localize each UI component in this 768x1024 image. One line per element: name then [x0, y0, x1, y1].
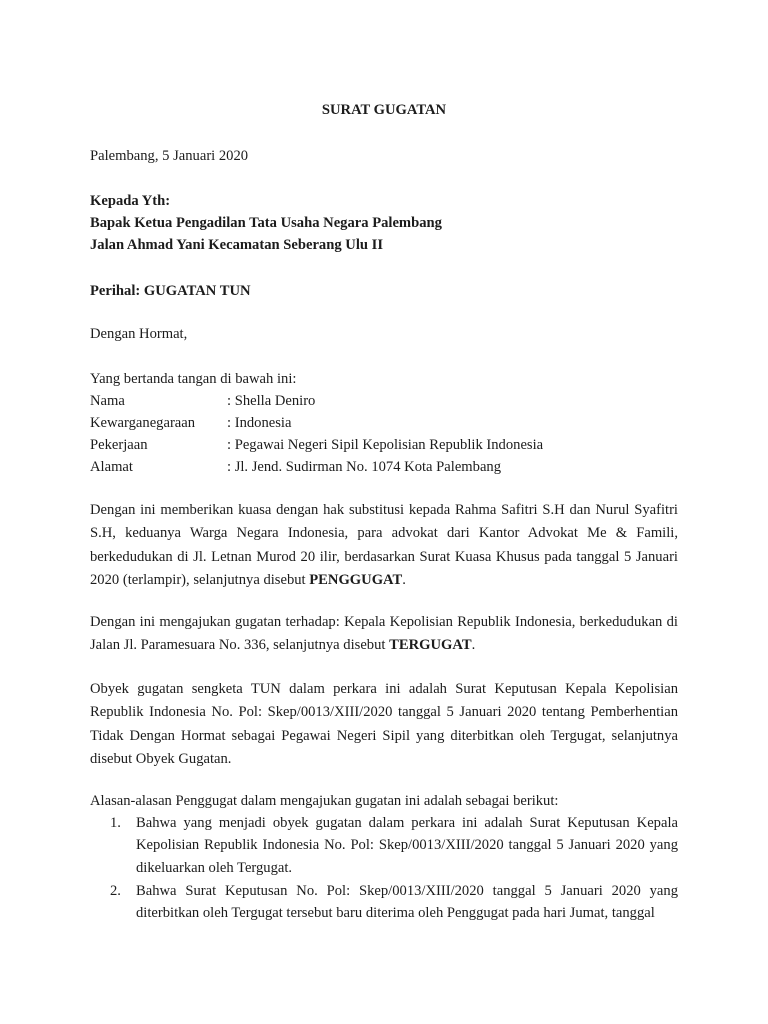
identity-intro: Yang bertanda tangan di bawah ini: — [90, 371, 297, 387]
field-label: Kewarganegaraan — [90, 415, 196, 431]
list-text: Bahwa Surat Keputusan No. Pol: Skep/0013/XIII/2020 tanggal 5 Januari 2020 yang diterbitkan oleh Tergugat tersebut baru diterima oleh Penggugat pada hari Jumat, tanggal — [136, 882, 678, 922]
field-row-kewarganegaraan — [90, 412, 678, 434]
field-value: : Shella Deniro — [227, 393, 316, 409]
identity-block — [90, 368, 678, 478]
tergugat-term: TERGUGAT — [389, 637, 472, 654]
place-date: Palembang, 5 Januari 2020 — [90, 148, 249, 164]
field-row-nama — [90, 390, 678, 412]
recipient-greeting: Kepada Yth: — [90, 193, 171, 209]
paragraph-end: . — [402, 572, 406, 589]
recipient-line-2: Jalan Ahmad Yani Kecamatan Seberang Ulu II — [90, 237, 383, 253]
recipient-block — [90, 190, 678, 256]
salutation: Dengan Hormat, — [90, 326, 188, 342]
paragraph-text: Dengan ini memberikan kuasa dengan hak substitusi kepada Rahma Safitri S.H dan Nurul Syafitri S.H, keduanya Warga Negara Indonesia, para advokat dari Kantor Advokat Me & Famili, berkedudukan di Jl. Letnan Murod 20 ilir, berdasarkan Surat Kuasa Khusus pada tanggal 5 Januari 2020 (terlampir), selanjutnya disebut — [90, 502, 678, 589]
paragraph-tergugat — [90, 611, 678, 658]
field-value: : Jl. Jend. Sudirman No. 1074 Kota Palembang — [227, 459, 502, 475]
paragraph-end: . — [471, 637, 476, 654]
field-row-pekerjaan — [90, 434, 678, 456]
list-number: 2. — [110, 882, 121, 899]
list-text: Bahwa yang menjadi obyek gugatan dalam perkara ini adalah Surat Keputusan Kepala Kepolisian Republik Indonesia No. Pol: Skep/0013/XIII/2020 tanggal 5 Januari 2020 yang dikeluarkan oleh Tergugat. — [136, 815, 678, 876]
penggugat-term: PENGGUGAT — [309, 572, 403, 589]
subject-line: Perihal: GUGATAN TUN — [90, 283, 251, 299]
paragraph-text: Dengan ini mengajukan gugatan terhadap: Kepala Kepolisian Republik Indonesia, berkedudukan di Jalan Jl. Paramesuara No. 336, selanjutnya disebut — [90, 614, 678, 654]
reasons-intro: Alasan-alasan Penggugat dalam mengajukan gugatan ini adalah sebagai berikut: — [90, 793, 559, 809]
field-value: : Indonesia — [227, 415, 292, 431]
recipient-line-1: Bapak Ketua Pengadilan Tata Usaha Negara Palembang — [90, 215, 442, 231]
paragraph-obyek: Obyek gugatan sengketa TUN dalam perkara ini adalah Surat Keputusan Kepala Kepolisian Republik Indonesia No. Pol: Skep/0013/XIII/2020 tanggal 5 Januari 2020 tentang Pemberhentian Tidak Dengan Hormat sebagai Pegawai Negeri Sipil yang diterbitkan oleh Tergugat, selanjutnya disebut Obyek Gugatan. — [90, 681, 678, 768]
field-label: Alamat — [90, 459, 133, 475]
paragraph-kuasa — [90, 499, 678, 593]
field-value: : Pegawai Negeri Sipil Kepolisian Republik Indonesia — [227, 437, 544, 453]
field-row-alamat — [90, 456, 678, 478]
field-label: Pekerjaan — [90, 437, 148, 453]
list-item — [90, 812, 678, 879]
field-label: Nama — [90, 393, 125, 409]
list-item — [90, 880, 678, 925]
reasons-list — [90, 812, 678, 925]
document-title: SURAT GUGATAN — [321, 102, 447, 118]
list-number: 1. — [110, 815, 121, 831]
